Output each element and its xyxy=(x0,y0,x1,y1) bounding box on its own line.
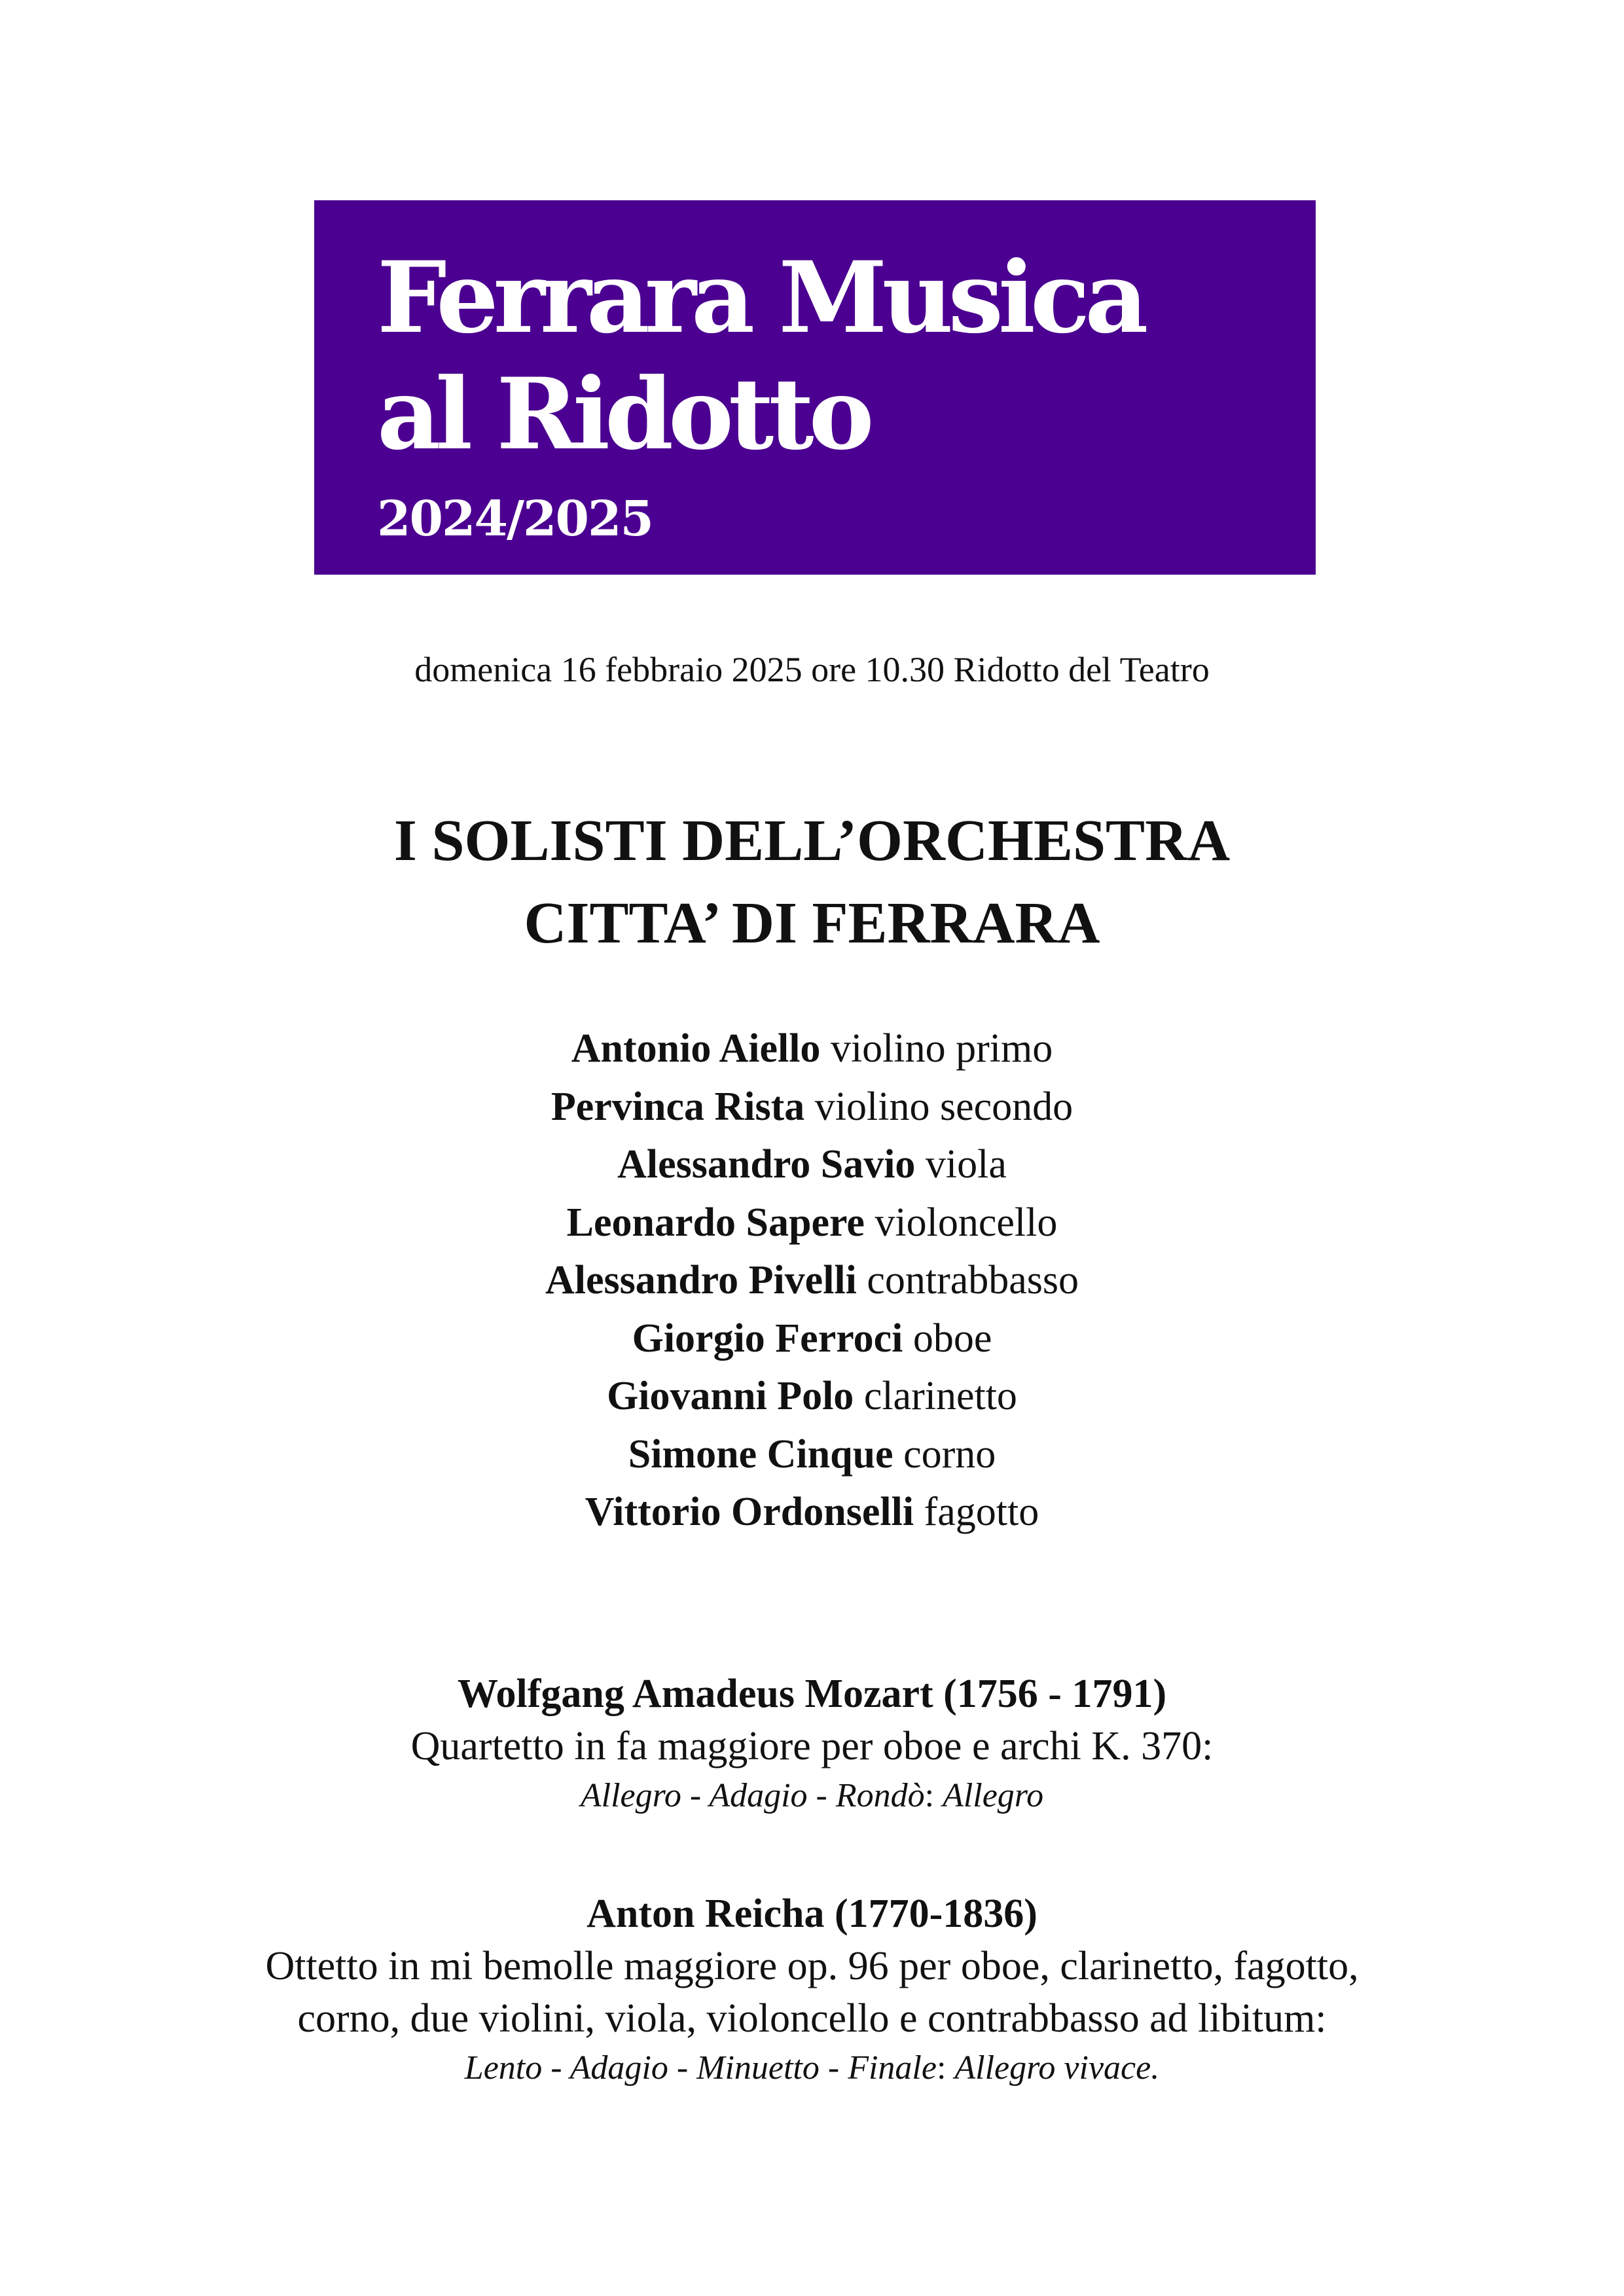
concert-title-line-2: CITTA’ DI FERRARA xyxy=(524,891,1100,956)
performer-item xyxy=(0,1426,1624,1484)
performer-name: Simone Cinque xyxy=(628,1431,893,1477)
work-movements: Allegro - Adagio - Rondò: Allegro xyxy=(580,1777,1044,1814)
performer-item xyxy=(0,1367,1624,1426)
performer-item xyxy=(0,1483,1624,1541)
performer-instrument: viola xyxy=(925,1142,1007,1187)
performer-name: Alessandro Pivelli xyxy=(545,1258,857,1302)
festival-title-line-2: al Ridotto xyxy=(377,357,869,472)
performer-instrument: violino secondo xyxy=(814,1084,1074,1129)
performer-item xyxy=(0,1078,1624,1136)
performer-instrument: oboe xyxy=(912,1316,992,1361)
work-movements: Lento - Adagio - Minuetto - Finale: Allegro vivace. xyxy=(464,2049,1160,2087)
performer-name: Pervinca Rista xyxy=(550,1084,805,1129)
performer-name: Vittorio Ordonselli xyxy=(585,1490,914,1534)
festival-season: 2024/2025 xyxy=(377,491,653,547)
performer-name: Leonardo Sapere xyxy=(566,1200,865,1245)
work-title: Quartetto in fa maggiore per oboe e archi K. 370: xyxy=(410,1724,1214,1768)
performer-name: Giovanni Polo xyxy=(607,1374,854,1418)
work-title-line-1: Ottetto in mi bemolle maggiore op. 96 per oboe, clarinetto, fagotto, xyxy=(265,1944,1359,1988)
concert-title-line-1: I SOLISTI DELL’ORCHESTRA xyxy=(393,808,1231,873)
festival-title-line-1: Ferrara Musica xyxy=(377,240,1144,355)
performer-name: Alessandro Savio xyxy=(617,1142,916,1187)
performer-name: Antonio Aiello xyxy=(571,1026,821,1071)
performer-item xyxy=(0,1136,1624,1194)
work-title-line-2: corno, due violini, viola, violoncello e contrabbasso ad libitum: xyxy=(297,1996,1327,2041)
performer-instrument: clarinetto xyxy=(863,1374,1017,1418)
event-details: domenica 16 febbraio 2025 ore 10.30 Ridotto del Teatro xyxy=(414,650,1210,689)
composer-name: Wolfgang Amadeus Mozart (1756 - 1791) xyxy=(457,1672,1167,1716)
performer-item xyxy=(0,1194,1624,1252)
performer-name: Giorgio Ferroci xyxy=(632,1316,903,1361)
program-piece-mozart xyxy=(0,1668,1624,1820)
performer-instrument: contrabbasso xyxy=(867,1258,1079,1302)
festival-banner xyxy=(314,200,1316,575)
performers-list xyxy=(0,1020,1624,1541)
performer-instrument: violino primo xyxy=(830,1026,1053,1071)
movements-list: Allegro - Adagio - Rondò xyxy=(580,1777,925,1814)
performer-item xyxy=(0,1251,1624,1310)
movements-list: Lento - Adagio - Minuetto - Finale xyxy=(464,2049,937,2087)
movements-final: Allegro xyxy=(943,1777,1044,1814)
performer-item xyxy=(0,1310,1624,1368)
composer-name: Anton Reicha (1770-1836) xyxy=(586,1892,1038,1936)
performer-instrument: violoncello xyxy=(875,1200,1058,1245)
performer-instrument: fagotto xyxy=(924,1490,1039,1534)
performer-item xyxy=(0,1020,1624,1078)
concert-title xyxy=(0,800,1624,965)
movements-final: Allegro vivace. xyxy=(954,2049,1160,2087)
performer-instrument: corno xyxy=(903,1431,996,1477)
program-piece-reicha xyxy=(0,1888,1624,2092)
